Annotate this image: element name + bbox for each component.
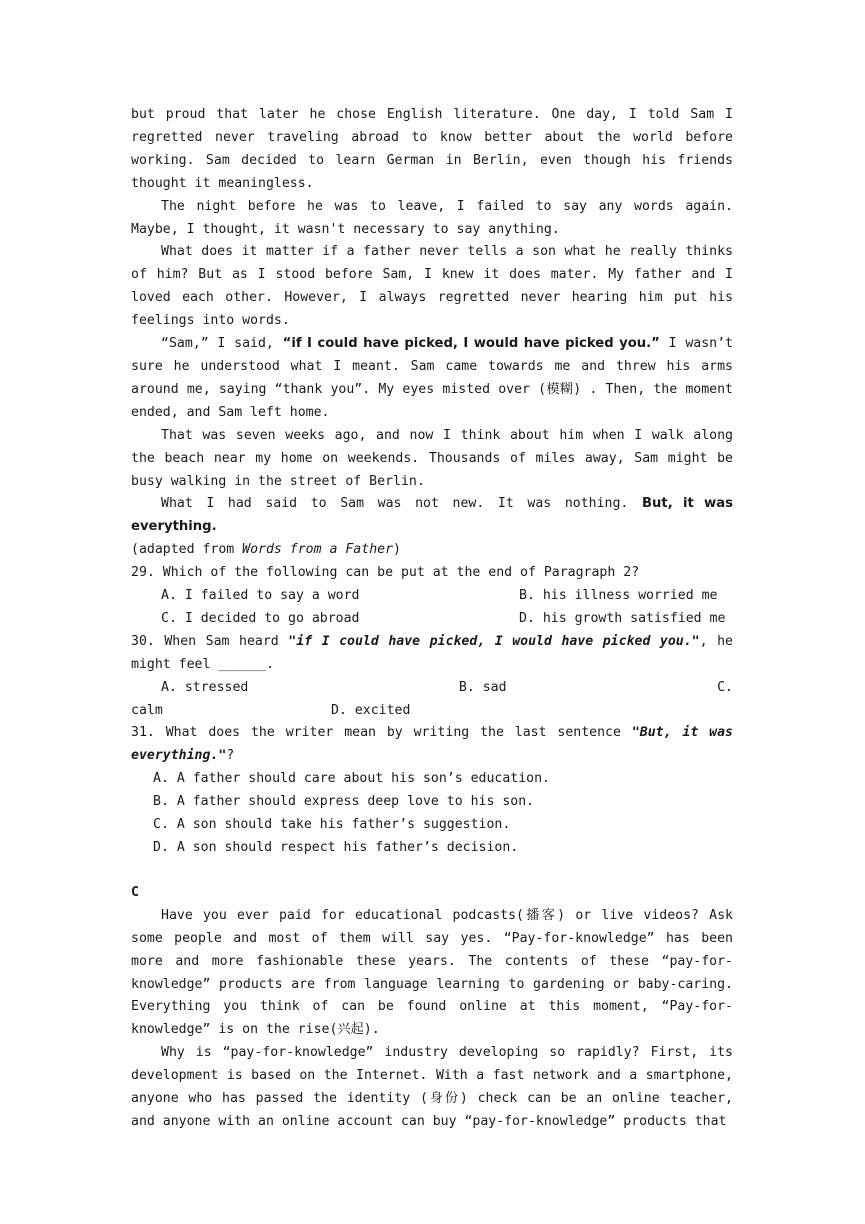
question-31-stem bbox=[131, 722, 733, 768]
father-quote: “if I could have picked, I would have picked you.” bbox=[282, 336, 660, 352]
q29-option-d[interactable]: D. his growth satisfied me bbox=[519, 610, 726, 626]
source-citation bbox=[131, 539, 733, 562]
passage-b-paragraph-3: What does it matter if a father never tells a son what he really thinks of him? But as I stood before Sam, I knew it does mater. My father and I loved each other. However, I always regretted never hearing him put his feelings into words. bbox=[131, 244, 733, 329]
passage-c-paragraph-2: Why is “pay-for-knowledge” industry developing so rapidly? First, its development is based on the Internet. With a fast network and a smartphone, anyone who has passed the identity (身份) check can be an online teacher, and anyone with an online account can buy “pay-for-knowledge” products that bbox=[131, 1045, 733, 1129]
source-title: Words from a Father bbox=[242, 542, 394, 558]
q30-option-c[interactable]: C. bbox=[717, 679, 733, 695]
question-29-stem: 29. Which of the following can be put at the end of Paragraph 2? bbox=[131, 565, 640, 581]
question-29-options-row-2 bbox=[131, 608, 733, 631]
section-c-heading: C bbox=[131, 884, 139, 900]
q29-option-c[interactable]: C. I decided to go abroad bbox=[161, 610, 360, 626]
paragraph-4-lead: “Sam,” I said, bbox=[161, 336, 283, 352]
q30-option-b[interactable]: B. sad bbox=[458, 679, 507, 695]
question-30-stem bbox=[131, 631, 733, 677]
q31-option-c[interactable]: C. A son should take his father’s suggestion. bbox=[153, 817, 511, 833]
q30-stem-lead: 30. When Sam heard bbox=[131, 633, 289, 649]
passage-b-paragraph-1: but proud that later he chose English literature. One day, I told Sam I regretted never traveling abroad to know better about the world before working. Sam decided to learn German in Berlin, even though his friends thought it meaningless. bbox=[131, 107, 733, 191]
document-body bbox=[131, 104, 733, 1134]
q31-option-a[interactable]: A. A father should care about his son’s education. bbox=[153, 771, 550, 787]
question-29-options-row-1 bbox=[131, 585, 733, 608]
passage-b-paragraph-6 bbox=[131, 493, 733, 539]
q31-stem-lead: 31. What does the writer mean by writing the last sentence bbox=[131, 725, 632, 741]
q31-option-d[interactable]: D. A son should respect his father’s decision. bbox=[153, 840, 519, 855]
paragraph-4-rest: I wasn’t sure he understood what I meant. Sam came towards me and threw his arms around me, saying “thank you”. My eyes misted over (模糊) . Then, the moment ended, and Sam left home. bbox=[131, 336, 734, 420]
paragraph-6-lead: What I had said to Sam was not new. It was nothing. bbox=[161, 496, 642, 512]
q30-stem-rest: , he might feel ______. bbox=[131, 633, 733, 672]
q31-stem-rest: ? bbox=[226, 748, 235, 764]
q31-option-b[interactable]: B. A father should express deep love to his son. bbox=[153, 794, 535, 810]
q30-option-d[interactable]: D. excited bbox=[331, 702, 411, 718]
q29-option-b[interactable]: B. his illness worried me bbox=[519, 588, 718, 604]
q30-stem-quote: "if I could have picked, I would have picked you." bbox=[288, 633, 700, 649]
source-suffix: ) bbox=[393, 542, 401, 558]
q30-option-a[interactable]: A. stressed bbox=[161, 679, 249, 695]
question-30-options-row-1 bbox=[131, 677, 733, 700]
q30-option-c-word[interactable]: calm bbox=[131, 702, 163, 718]
source-prefix: (adapted from bbox=[131, 542, 243, 558]
passage-b-paragraph-4 bbox=[131, 333, 733, 425]
passage-b-paragraph-5: That was seven weeks ago, and now I think about him when I walk along the beach near my home on weekends. Thousands of miles away, Sam might be busy walking in the street of Berlin. bbox=[131, 427, 733, 489]
question-30-options-row-2 bbox=[131, 700, 733, 723]
passage-b-paragraph-2: The night before he was to leave, I failed to say any words again. Maybe, I thought, it wasn't necessary to say anything. bbox=[131, 198, 733, 237]
passage-c-paragraph-1: Have you ever paid for educational podcasts(播客) or live videos? Ask some people and most of them will say yes. “Pay-for-knowledge” has been more and more fashionable these years. The contents of these “pay-for-knowledge” products are from language learning to gardening or baby-caring. Everything you think of can be found online at this moment, “Pay-for-knowledge” is on the rise(兴起). bbox=[131, 907, 733, 1038]
q29-option-a[interactable]: A. I failed to say a word bbox=[161, 588, 360, 604]
last-sentence: But, it was everything. bbox=[131, 496, 733, 535]
q31-stem-quote: "But, it was everything." bbox=[131, 725, 733, 764]
